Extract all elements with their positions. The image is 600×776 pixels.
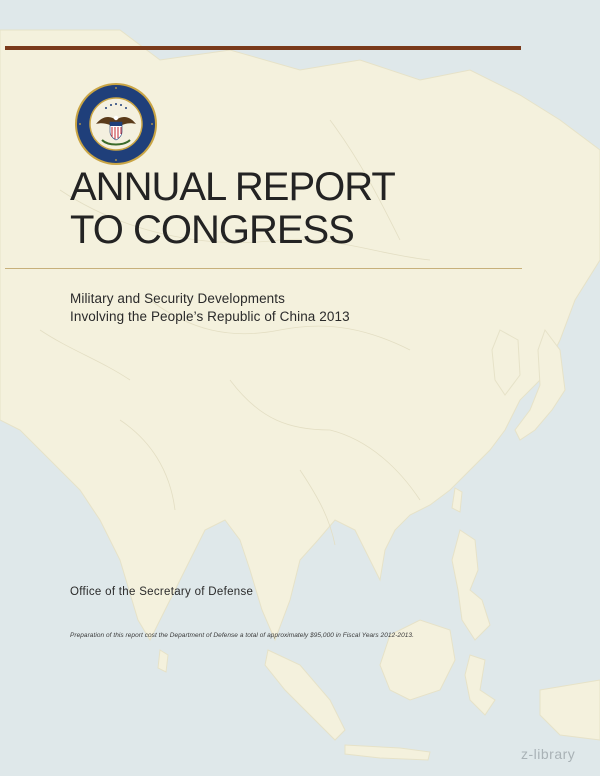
watermark-text: z-library	[521, 746, 576, 762]
department-of-defense-seal	[74, 82, 158, 166]
title-line-2: TO CONGRESS	[70, 208, 354, 252]
report-title	[70, 166, 395, 252]
subtitle-line-1: Military and Security Developments	[70, 291, 285, 306]
cost-disclosure-note: Preparation of this report cost the Department of Defense a total of approximately $95,000 in Fiscal Years 2012-2013.	[70, 632, 414, 639]
issuing-office: Office of the Secretary of Defense	[70, 586, 254, 598]
top-rule	[5, 46, 521, 50]
title-line-1: ANNUAL REPORT	[70, 165, 395, 209]
report-subtitle	[70, 290, 350, 326]
subtitle-line-2: Involving the People’s Republic of China 2013	[70, 309, 350, 324]
title-divider	[5, 268, 522, 269]
